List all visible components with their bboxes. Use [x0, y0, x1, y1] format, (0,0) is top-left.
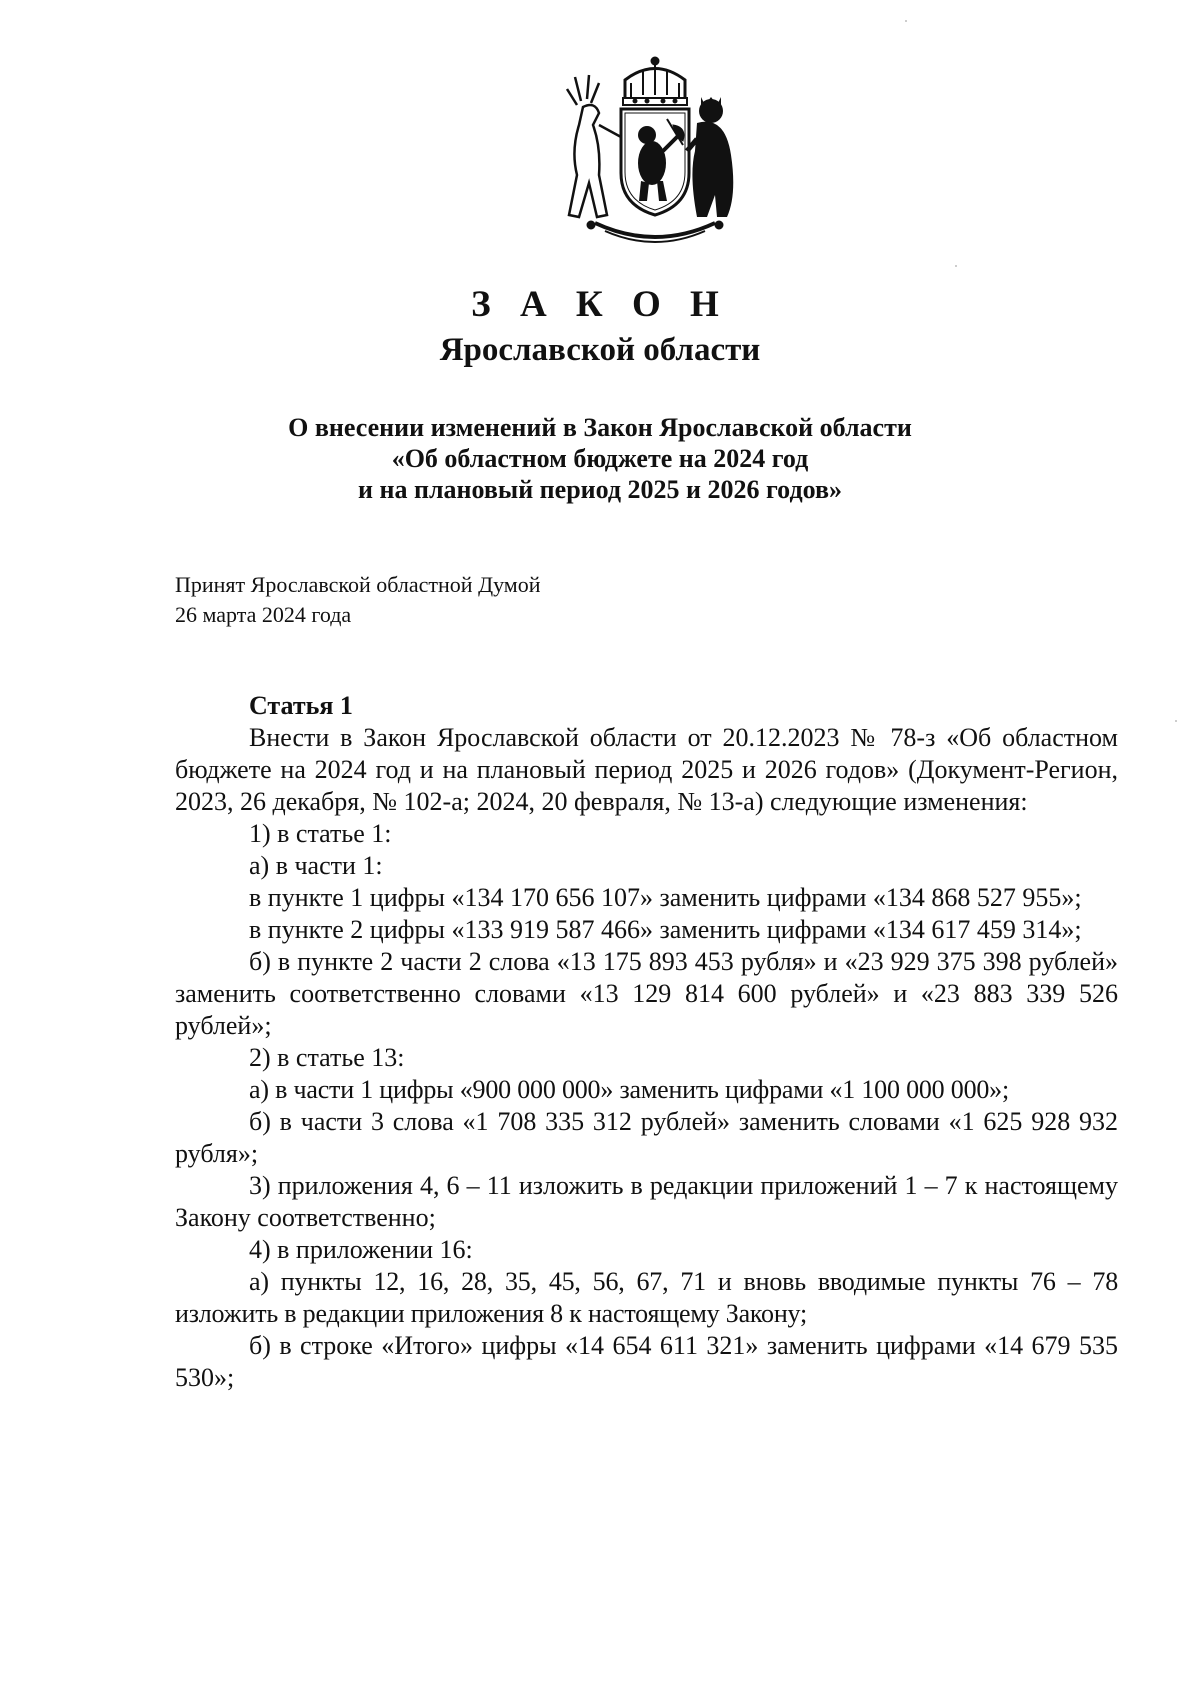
coat-of-arms-emblem	[555, 55, 755, 250]
paragraph: а) в части 1:	[249, 851, 383, 880]
scan-speck	[955, 265, 957, 267]
paragraph: б) в пункте 2 части 2 слова «13 175 893 453 рубля» и «23 929 375 398 рублей» заменить соответственно словами «13 129 814 600 рублей» и «23 883 339 526 рублей»;	[175, 947, 1118, 1040]
paragraph: в пункте 2 цифры «133 919 587 466» заменить цифрами «134 617 459 314»;	[249, 915, 1082, 944]
paragraph: а) в части 1 цифры «900 000 000» заменить цифрами «1 100 000 000»;	[249, 1075, 1010, 1104]
deer-icon	[567, 75, 621, 217]
bear-supporter-icon	[687, 97, 733, 217]
adoption-body: Принят Ярославской областной Думой	[175, 572, 541, 597]
paragraph: Внести в Закон Ярославской области от 20.12.2023 № 78-з «Об областном бюджете на 2024 год и на плановый период 2025 и 2026 годов» (Документ-Регион, 2023, 26 декабря, № 102-а; 2024, 20 февраля, № 13-а) следующие изменения:	[175, 723, 1118, 816]
paragraph: а) пункты 12, 16, 28, 35, 45, 56, 67, 71 и вновь вводимые пункты 76 – 78 изложить в редакции приложения 8 к настоящему Закону;	[175, 1267, 1118, 1328]
document-subject	[0, 412, 1200, 505]
subject-line: «Об областном бюджете на 2024 год	[391, 444, 809, 473]
crown-icon	[623, 57, 687, 105]
adoption-note	[175, 570, 541, 630]
document-title: З А К О Н	[471, 284, 729, 325]
subject-line: О внесении изменений в Закон Ярославской области	[288, 413, 912, 442]
scan-speck	[1175, 720, 1177, 722]
paragraph: 4) в приложении 16:	[249, 1235, 473, 1264]
paragraph: 3) приложения 4, 6 – 11 изложить в редакции приложений 1 – 7 к настоящему Закону соответственно;	[175, 1171, 1118, 1232]
paragraph: б) в части 3 слова «1 708 335 312 рублей» заменить словами «1 625 928 932 рубля»;	[175, 1107, 1118, 1168]
article-heading: Статья 1	[249, 691, 353, 720]
scan-speck	[905, 20, 907, 22]
paragraph: б) в строке «Итого» цифры «14 654 611 321» заменить цифрами «14 679 535 530»;	[175, 1331, 1118, 1392]
subject-line: и на плановый период 2025 и 2026 годов»	[358, 475, 842, 504]
paragraph: 2) в статье 13:	[249, 1043, 405, 1072]
paragraph: 1) в статье 1:	[249, 819, 392, 848]
adoption-date: 26 марта 2024 года	[175, 602, 352, 627]
article-body	[175, 690, 1118, 1394]
paragraph: в пункте 1 цифры «134 170 656 107» заменить цифрами «134 868 527 955»;	[249, 883, 1082, 912]
document-region: Ярославской области	[439, 332, 761, 368]
